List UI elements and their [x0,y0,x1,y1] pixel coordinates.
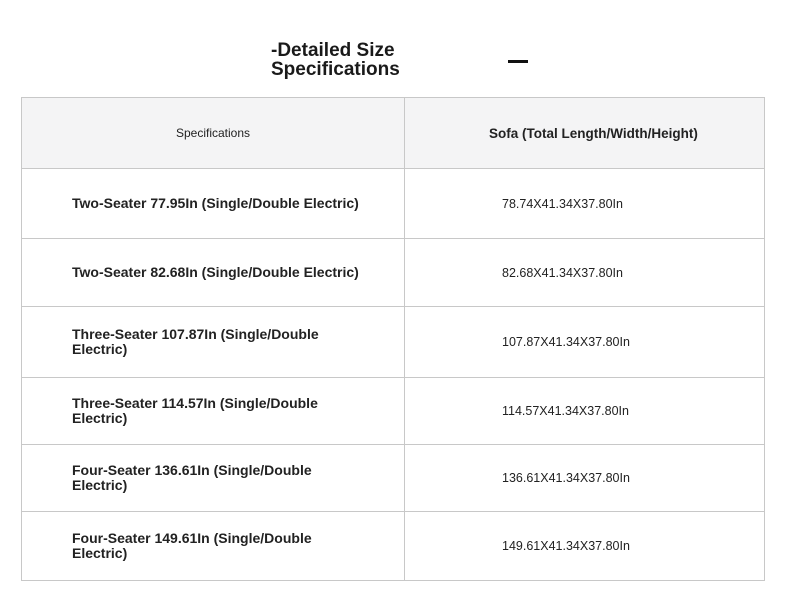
row-dims: 136.61X41.34X37.80In [405,445,765,512]
table-row [22,445,765,512]
decorative-dash [508,60,528,63]
size-spec-table [21,97,765,581]
table-row [22,307,765,378]
table-row [22,512,765,581]
table-row [22,239,765,307]
row-name: Two-Seater 77.95In (Single/Double Electric) [22,169,405,239]
row-name: Three-Seater 107.87In (Single/Double Electric) [22,307,405,378]
header-specifications: Specifications [22,98,405,169]
table-row [22,169,765,239]
row-dims: 114.57X41.34X37.80In [405,378,765,445]
row-name: Four-Seater 149.61In (Single/Double Electric) [22,512,405,581]
row-dims: 149.61X41.34X37.80In [405,512,765,581]
row-dims: 78.74X41.34X37.80In [405,169,765,239]
row-dims: 107.87X41.34X37.80In [405,307,765,378]
page-title: -Detailed Size Specifications [271,40,400,80]
table-row [22,378,765,445]
header-sofa-dimensions: Sofa (Total Length/Width/Height) [405,98,765,169]
row-dims: 82.68X41.34X37.80In [405,239,765,307]
row-name: Three-Seater 114.57In (Single/Double Electric) [22,378,405,445]
table-header-row [22,98,765,169]
row-name: Four-Seater 136.61In (Single/Double Electric) [22,445,405,512]
row-name: Two-Seater 82.68In (Single/Double Electric) [22,239,405,307]
